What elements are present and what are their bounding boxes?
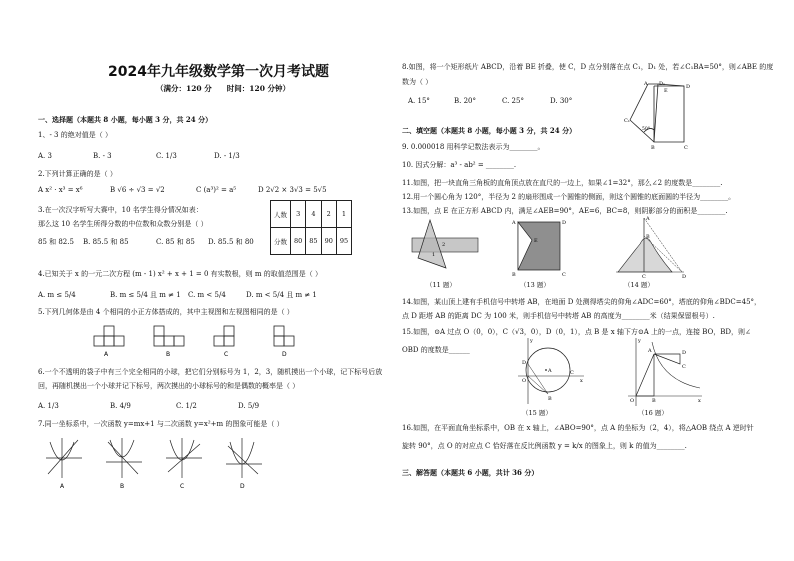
q15-label-o: O <box>522 378 527 384</box>
table-row <box>271 228 352 255</box>
q2-option-d: D 2√2 × 3√3 = 5√5 <box>258 186 327 194</box>
q8-label-e: E <box>664 88 668 94</box>
q4-option-c: C. m < 5/4 <box>188 291 226 299</box>
section-fill-heading: 二、填空题（本题共 8 小题，每小题 3 分，共 24 分） <box>402 126 577 135</box>
q11-ruler-triangle-figure <box>410 218 480 274</box>
q13-label-d: D <box>562 220 567 226</box>
q15-circle-coordinate-figure <box>514 336 586 408</box>
question-3-line2: 那么这 10 名学生所得分数的中位数和众数分别是（ ） <box>38 220 208 228</box>
q13-label-e: E <box>534 238 538 244</box>
question-2: 2.下列计算正确的是（ ） <box>38 170 117 178</box>
q8-option-b: B. 20° <box>454 97 477 105</box>
q8-label-c1: C₁ <box>624 118 630 124</box>
q7-label-c: C <box>180 483 185 490</box>
table-cell: 人数 <box>271 201 291 228</box>
q13-label-c: C <box>562 272 566 278</box>
table-cell: 分数 <box>271 228 291 255</box>
section-choice-heading: 一、选择题（本题共 8 小题，每小题 3 分，共 24 分） <box>38 115 213 124</box>
q13-label-a: A <box>512 220 516 226</box>
table-cell: 4 <box>306 201 321 228</box>
q8-option-a: A. 15° <box>408 97 430 105</box>
q4-option-b: B. m ≤ 5/4 且 m ≠ 1 <box>110 291 181 299</box>
table-cell: 90 <box>321 228 336 255</box>
q16-label-b: B <box>652 398 656 404</box>
q8-label-angle: 50° <box>642 127 650 132</box>
q1-option-d: D. - 1/3 <box>214 152 240 160</box>
q16-rotation-coordinate-figure <box>624 336 704 408</box>
question-15-line2: OBD 的度数是______ <box>402 346 470 354</box>
q13-square-figure <box>510 218 568 278</box>
question-10: 10. 因式分解：a³ - ab² = ________. <box>402 161 517 169</box>
q14-label-d: D <box>682 274 687 278</box>
question-13: 13.如图，点 E 在正方形 ABCD 内，满足∠AEB=90°，AE=6，BC=8，则阴影部分的面积是________. <box>402 207 728 215</box>
q4-option-a: A. m ≤ 5/4 <box>38 291 76 299</box>
question-8-line1: 8.如图，将一个矩形纸片 ABCD，沿着 BE 折叠，使 C，D 点分别落在点 C₁，D₁ 处，若∠C₁BA=50°，则∠ABE 的度 <box>402 63 774 71</box>
q7-label-b: B <box>120 483 125 490</box>
q15-caption: （15 题） <box>522 409 552 417</box>
q3-option-b: B. 85.5 和 85 <box>83 238 129 246</box>
q16-label-o: O <box>630 398 635 404</box>
q15-label-d: D <box>522 360 527 366</box>
q11-caption: （11 题） <box>426 281 456 289</box>
q5-label-b: B <box>166 351 171 358</box>
question-16-line2: 旋转 90°，点 O 的对应点 C 恰好落在反比例函数 y = k/x 的图象上，则 k 的值为________. <box>402 442 687 450</box>
q15-label-x: x <box>580 378 583 384</box>
q5-label-d: D <box>282 351 287 358</box>
question-8-line2: 数为（ ） <box>402 78 433 86</box>
q14-label-b: B <box>646 234 650 240</box>
q14-label-a: A <box>646 216 650 222</box>
question-3-line1: 3.在一次汉字听写大赛中，10 名学生得分情况如表： <box>38 206 203 214</box>
q16-caption: （16 题） <box>638 409 668 417</box>
q14-label-c: C <box>642 274 646 278</box>
q16-label-x: x <box>698 398 701 404</box>
q13-label-b: B <box>512 272 516 278</box>
q2-option-a: A x² · x³ = x⁶ <box>38 186 83 194</box>
q3-option-a: 85 和 82.5 <box>38 238 74 246</box>
q8-label-a: A <box>644 81 648 87</box>
section-solve-heading: 三、解答题（本题共 6 小题，共计 36 分） <box>402 468 539 477</box>
q16-label-y: y <box>638 338 641 344</box>
q1-option-a: A. 3 <box>38 152 52 160</box>
q5-label-a: A <box>104 351 109 358</box>
q3-option-d: D. 85.5 和 80 <box>208 238 254 246</box>
q14-mountain-tower-figure <box>612 214 688 278</box>
question-1: 1、- 3 的绝对值是（ ） <box>38 131 112 139</box>
q8-label-b: B <box>651 145 655 150</box>
q8-option-c: C. 25° <box>502 97 524 105</box>
question-6-line2: 回，再随机摸出一个小球并记下标号，两次摸出的小球标号的和是偶数的概率是（ ） <box>38 382 300 390</box>
question-14-line2: 点 D 距塔 AB 的距离 DC 为 100 米，则手机信号中转塔 AB 的高度为________米（结果保留根号）. <box>402 312 715 320</box>
table-cell: 85 <box>306 228 321 255</box>
q15-label-b: B <box>548 396 552 402</box>
q2-option-b: B √6 ÷ √3 = √2 <box>110 186 165 194</box>
q4-option-d: D. m < 5/4 且 m ≠ 1 <box>246 291 317 299</box>
q7-label-a: A <box>60 483 65 490</box>
q11-angle-1: 1 <box>432 252 436 258</box>
table-cell: 1 <box>336 201 351 228</box>
q13-caption: （13 题） <box>520 281 550 289</box>
q7-graph-options <box>42 434 282 490</box>
q6-option-d: D. 5/9 <box>238 402 260 410</box>
q6-option-c: C. 1/2 <box>176 402 197 410</box>
q14-caption: （14 题） <box>624 281 654 289</box>
question-16-line1: 16.如图，在平面直角坐标系中，OB 在 x 轴上，∠ABO=90°，点 A 的坐标为（2，4），将△AOB 绕点 A 逆时针 <box>402 424 754 432</box>
table-cell: 2 <box>321 201 336 228</box>
q15-label-a: A <box>548 368 552 374</box>
q3-option-c: C. 85 和 85 <box>156 238 195 246</box>
q16-label-d: D <box>682 350 687 356</box>
q2-option-c: C (a³)² = a⁵ <box>196 186 237 194</box>
question-9: 9. 0.000018 用科学记数法表示为________。 <box>402 143 545 151</box>
table-cell: 3 <box>291 201 306 228</box>
page-subtitle: （满分：120 分 时间：120 分钟） <box>156 84 291 93</box>
q11-angle-2: 2 <box>442 242 446 248</box>
q6-option-b: B. 4/9 <box>110 402 131 410</box>
q8-label-d1: D₁ <box>659 81 666 87</box>
q6-option-a: A. 1/3 <box>38 402 59 410</box>
q8-label-c: C <box>684 145 688 150</box>
q16-label-c: C <box>682 364 686 370</box>
question-5: 5.下列几何体是由 4 个相同的小正方体搭成的，其中主视图和左视图相同的是（ ） <box>38 308 294 316</box>
q8-option-d: D. 30° <box>550 97 573 105</box>
q7-label-d: D <box>240 483 245 490</box>
q8-label-d: D <box>686 84 691 90</box>
table-cell: 95 <box>336 228 351 255</box>
q5-label-c: C <box>224 351 229 358</box>
q1-option-b: B. - 3 <box>93 152 112 160</box>
question-7: 7.同一坐标系中，一次函数 y=mx+1 与二次函数 y=x²+m 的图象可能是（ ） <box>38 420 284 428</box>
question-11: 11.如图，把一块直角三角板的直角顶点放在直尺的一边上，如果∠1=32°，那么∠2 的度数是________. <box>402 179 723 187</box>
question-12: 12.用一个圆心角为 120°，半径为 2 的扇形围成一个圆锥的侧面，则这个圆锥的底面圆的半径为________。 <box>402 193 736 201</box>
question-6-line1: 6.一个不透明的袋子中有三个完全相同的小球，把它们分别标号为 1，2，3，随机摸出一个小球，记下标号后放 <box>38 368 383 376</box>
q15-label-y: y <box>530 338 533 344</box>
q16-label-a: A <box>648 348 652 354</box>
table-cell: 80 <box>291 228 306 255</box>
q8-folded-rectangle-figure <box>624 80 704 150</box>
question-4: 4.已知关于 x 的一元二次方程 (m - 1) x² + x + 1 = 0 有实数根，则 m 的取值范围是（ ） <box>38 270 322 278</box>
q3-score-table <box>270 200 352 255</box>
table-row <box>271 201 352 228</box>
q1-option-c: C. 1/3 <box>156 152 177 160</box>
question-14-line1: 14.如图，某山顶上建有手机信号中转塔 AB，在地面 D 处测得塔尖的仰角∠ADC=60°，塔底的仰角∠BDC=45°， <box>402 298 762 306</box>
page-title: 2024年九年级数学第一次月考试题 <box>108 64 329 80</box>
q5-solid-figures <box>90 322 320 358</box>
q15-label-c: C <box>570 370 574 376</box>
question-15-line1: 15.如图，⊙A 过点 O（0，0），C（√3，0），D（0，1），点 B 是 x 轴下方⊙A 上的一点，连接 BO，BD，则∠ <box>402 328 751 336</box>
